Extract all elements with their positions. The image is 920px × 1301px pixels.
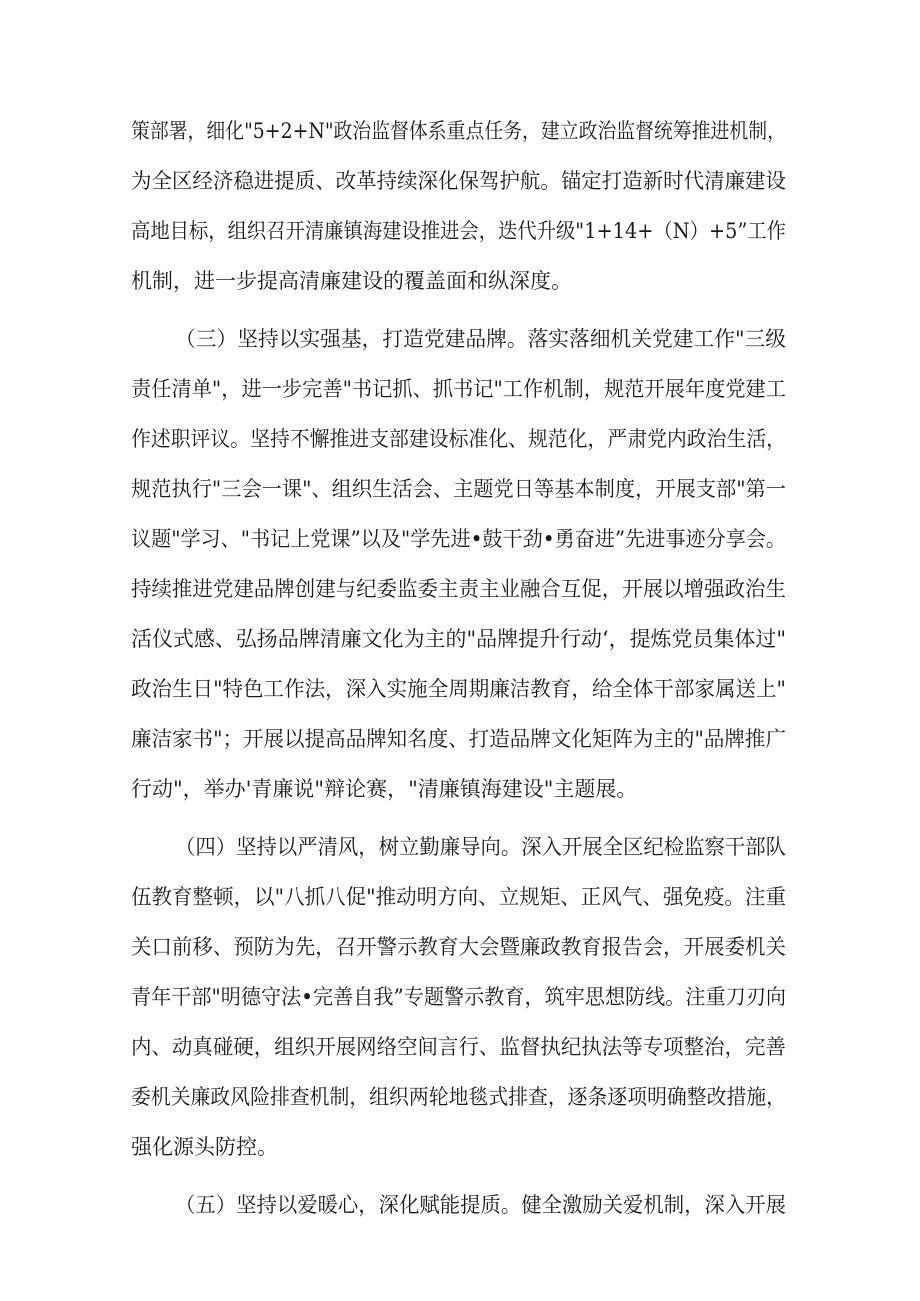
line-text: 廉洁家书"；开展以提高品牌知名度、打造品牌文化矩阵为主的"品牌推广 xyxy=(131,727,786,751)
text-line xyxy=(131,267,920,295)
text-line xyxy=(131,575,920,603)
line-text: 作述职评议。坚持不懈推进支部建设标准化、规范化，严肃党内政治生活， xyxy=(131,427,787,451)
text-line xyxy=(131,1133,920,1161)
text-line xyxy=(131,983,920,1011)
line-text: 责任清单"，进一步完善"书记抓、抓书记"工作机制，规范开展年度党建工 xyxy=(131,377,787,401)
line-text: 行动"，举办'青廉说"辩论赛，"清廉镇海建设"主题展。 xyxy=(131,777,638,801)
text-line xyxy=(131,933,920,961)
line-text: 伍教育整顿，以"八抓八促"推动明方向、立规矩、正风气、强免疫。注重 xyxy=(131,885,786,909)
text-line xyxy=(131,117,920,145)
line-text: 为全区经济稳进提质、改革持续深化保驾护航。锚定打造新时代清廉建设 xyxy=(131,169,786,193)
line-text: 内、动真碰硬，组织开展网络空间言行、监督执纪执法等专项整治，完善 xyxy=(131,1035,786,1059)
line-text: 议题"学习、"书记上党课”以及"学先进•鼓干劲•勇奋进”先进事迹分享会。 xyxy=(131,527,787,551)
line-text: 规范执行"三会一课"、组织生活会、主题党日等基本制度，开展支部"第一 xyxy=(131,477,787,501)
line-text: 活仪式感、弘扬品牌清廉文化为主的"品牌提升行动‘，提炼党员集体过" xyxy=(131,627,787,651)
line-text: 关口前移、预防为先，召开警示教育大会暨廉政教育报告会，开展委机关 xyxy=(131,935,786,959)
text-line xyxy=(131,775,920,803)
text-line xyxy=(131,725,920,753)
text-line xyxy=(131,425,920,453)
line-text: （三）坚持以实强基，打造党建品牌。落实落细机关党建工作"三级 xyxy=(175,327,787,351)
line-text: 持续推进党建品牌创建与纪委监委主责主业融合互促，开展以增强政治生 xyxy=(131,577,786,601)
text-line xyxy=(131,1033,920,1061)
line-text: 青年干部"明德守法•完善自我”专题警示教育，筑牢思想防线。注重刀刃向 xyxy=(131,985,786,1009)
text-line xyxy=(131,167,920,195)
text-line xyxy=(131,1083,920,1111)
text-line xyxy=(175,833,920,861)
text-line xyxy=(131,625,920,653)
line-text: 强化源头防控。 xyxy=(131,1135,278,1159)
text-line xyxy=(175,1191,920,1219)
line-text: 机制，进一步提高清廉建设的覆盖面和纵深度。 xyxy=(131,269,572,293)
text-line xyxy=(175,325,920,353)
text-line xyxy=(131,675,920,703)
line-text: 政治生日"特色工作法，深入实施全周期廉洁教育，给全体干部家属送上" xyxy=(131,677,786,701)
text-line xyxy=(131,525,920,553)
text-line xyxy=(131,217,920,245)
text-line xyxy=(131,475,920,503)
line-text: 高地目标，组织召开清廉镇海建设推进会，迭代升级"1+14+（N）+5”工作 xyxy=(131,219,786,243)
line-text: 策部署，细化"5+2+N"政治监督体系重点任务，建立政治监督统筹推进机制， xyxy=(131,119,786,143)
text-line xyxy=(131,883,920,911)
line-text: 委机关廉政风险排查机制，组织两轮地毯式排查，逐条逐项明确整改措施， xyxy=(131,1085,787,1109)
line-text: （五）坚持以爱暖心，深化赋能提质。健全激励关爱机制，深入开展 xyxy=(175,1193,786,1217)
line-text: （四）坚持以严清风，树立勤廉导向。深入开展全区纪检监察干部队 xyxy=(175,835,786,859)
text-line xyxy=(131,375,920,403)
